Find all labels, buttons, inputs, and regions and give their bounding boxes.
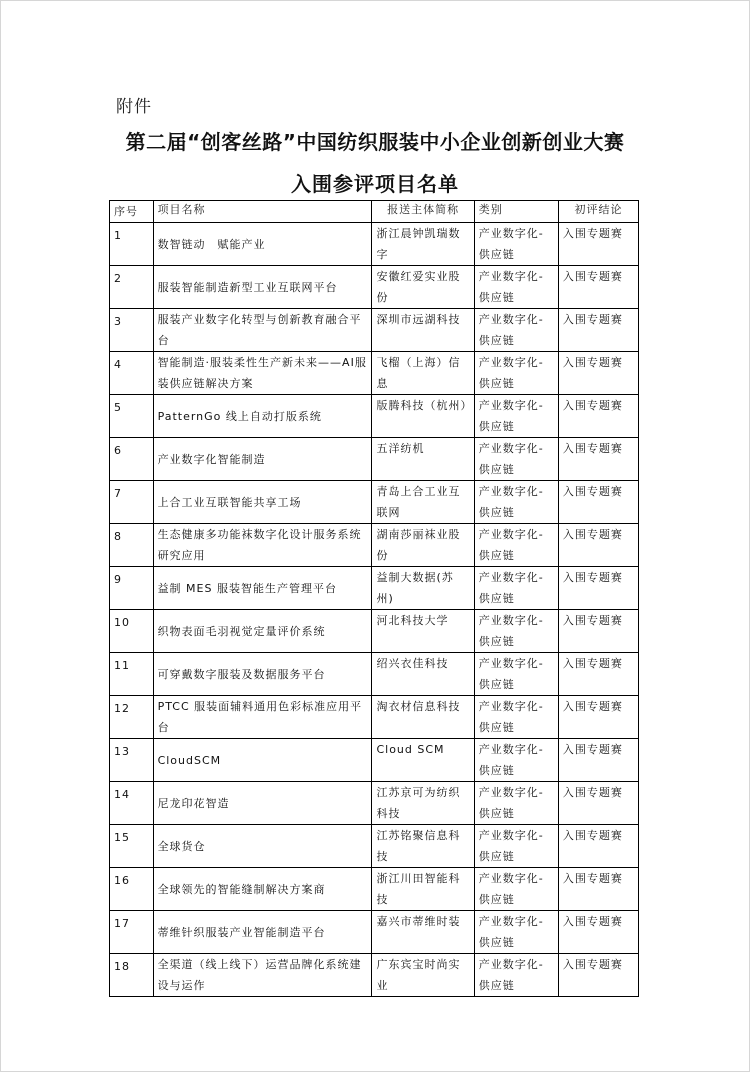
cell-organization: 五洋纺机 <box>372 438 474 481</box>
cell-result: 入围专题赛 <box>558 309 638 352</box>
table-row <box>110 481 639 524</box>
project-name-text: PTCC 服装面辅料通用色彩标准应用平台 <box>157 700 363 734</box>
project-name-text: 全球货仓 <box>157 839 206 853</box>
cell-no: 16 <box>110 868 154 911</box>
table-row <box>110 223 639 266</box>
cell-no: 3 <box>110 309 154 352</box>
table-row <box>110 911 639 954</box>
cell-no: 15 <box>110 825 154 868</box>
cell-project-name <box>153 610 372 653</box>
cell-project-name <box>153 481 372 524</box>
project-name-text: 尼龙印花智造 <box>157 796 230 810</box>
cell-no: 2 <box>110 266 154 309</box>
cell-result: 入围专题赛 <box>558 395 638 438</box>
cell-project-name <box>153 653 372 696</box>
project-name-text: 生态健康多功能袜数字化设计服务系统研究应用 <box>157 528 362 562</box>
cell-project-name <box>153 352 372 395</box>
cell-category: 产业数字化-供应链 <box>474 825 558 868</box>
cell-no: 13 <box>110 739 154 782</box>
cell-category: 产业数字化-供应链 <box>474 610 558 653</box>
table-row <box>110 739 639 782</box>
cell-result: 入围专题赛 <box>558 739 638 782</box>
cell-organization: 版腾科技（杭州） <box>372 395 474 438</box>
cell-result: 入围专题赛 <box>558 481 638 524</box>
cell-no: 6 <box>110 438 154 481</box>
cell-result: 入围专题赛 <box>558 524 638 567</box>
table-row <box>110 954 639 997</box>
cell-organization: 广东宾宝时尚实业 <box>372 954 474 997</box>
project-name-text: CloudSCM <box>157 753 222 767</box>
project-name-text: 服装智能制造新型工业互联网平台 <box>157 280 338 294</box>
table-row <box>110 524 639 567</box>
cell-result: 入围专题赛 <box>558 610 638 653</box>
cell-no: 5 <box>110 395 154 438</box>
cell-no: 4 <box>110 352 154 395</box>
cell-project-name <box>153 223 372 266</box>
cell-organization: 淘衣材信息科技 <box>372 696 474 739</box>
project-name-text: 服装产业数字化转型与创新教育融合平台 <box>157 313 362 347</box>
cell-project-name <box>153 739 372 782</box>
cell-organization: Cloud SCM <box>372 739 474 782</box>
project-name-text: 产业数字化智能制造 <box>157 452 266 466</box>
document-title: 第二届“创客丝路”中国纺织服装中小企业创新创业大赛 <box>125 130 625 154</box>
table-row <box>110 610 639 653</box>
cell-category: 产业数字化-供应链 <box>474 481 558 524</box>
cell-project-name <box>153 567 372 610</box>
cell-project-name <box>153 266 372 309</box>
cell-result: 入围专题赛 <box>558 954 638 997</box>
table-row <box>110 782 639 825</box>
cell-result: 入围专题赛 <box>558 696 638 739</box>
cell-no: 7 <box>110 481 154 524</box>
cell-project-name <box>153 696 372 739</box>
cell-project-name <box>153 309 372 352</box>
table-row <box>110 352 639 395</box>
attachment-label: 附件 <box>116 97 152 117</box>
cell-category: 产业数字化-供应链 <box>474 524 558 567</box>
cell-result: 入围专题赛 <box>558 266 638 309</box>
cell-project-name <box>153 438 372 481</box>
cell-category: 产业数字化-供应链 <box>474 653 558 696</box>
header-organization: 报送主体简称 <box>372 201 474 223</box>
header-category: 类别 <box>474 201 558 223</box>
project-name-text: 智能制造·服装柔性生产新未来——AI服装供应链解决方案 <box>157 356 367 390</box>
cell-project-name <box>153 911 372 954</box>
cell-result: 入围专题赛 <box>558 868 638 911</box>
cell-result: 入围专题赛 <box>558 825 638 868</box>
cell-category: 产业数字化-供应链 <box>474 266 558 309</box>
project-name-text: 数智链动 赋能产业 <box>157 237 266 251</box>
cell-project-name <box>153 825 372 868</box>
cell-category: 产业数字化-供应链 <box>474 223 558 266</box>
cell-category: 产业数字化-供应链 <box>474 567 558 610</box>
project-name-text: PatternGo 线上自动打版系统 <box>157 409 322 423</box>
cell-project-name <box>153 868 372 911</box>
cell-no: 17 <box>110 911 154 954</box>
cell-category: 产业数字化-供应链 <box>474 309 558 352</box>
header-result: 初评结论 <box>558 201 638 223</box>
cell-category: 产业数字化-供应链 <box>474 954 558 997</box>
cell-result: 入围专题赛 <box>558 352 638 395</box>
cell-organization: 河北科技大学 <box>372 610 474 653</box>
cell-organization: 浙江晨钟凯瑞数字 <box>372 223 474 266</box>
cell-project-name <box>153 782 372 825</box>
cell-category: 产业数字化-供应链 <box>474 911 558 954</box>
cell-result: 入围专题赛 <box>558 782 638 825</box>
cell-no: 12 <box>110 696 154 739</box>
cell-category: 产业数字化-供应链 <box>474 352 558 395</box>
cell-organization: 湖南莎丽袜业股份 <box>372 524 474 567</box>
cell-category: 产业数字化-供应链 <box>474 395 558 438</box>
cell-organization: 江苏铭聚信息科技 <box>372 825 474 868</box>
cell-category: 产业数字化-供应链 <box>474 438 558 481</box>
table-row <box>110 309 639 352</box>
project-name-text: 蒂维针织服装产业智能制造平台 <box>157 925 326 939</box>
cell-result: 入围专题赛 <box>558 653 638 696</box>
cell-no: 8 <box>110 524 154 567</box>
cell-organization: 江苏京可为纺织科技 <box>372 782 474 825</box>
project-name-text: 上合工业互联智能共享工场 <box>157 495 302 509</box>
cell-organization: 嘉兴市蒂维时装 <box>372 911 474 954</box>
cell-organization: 飞榴（上海）信息 <box>372 352 474 395</box>
cell-result: 入围专题赛 <box>558 911 638 954</box>
cell-category: 产业数字化-供应链 <box>474 739 558 782</box>
table-row <box>110 825 639 868</box>
table-row <box>110 868 639 911</box>
project-name-text: 全渠道（线上线下）运营品牌化系统建设与运作 <box>157 958 362 992</box>
table-row <box>110 266 639 309</box>
project-name-text: 织物表面毛羽视觉定量评价系统 <box>157 624 326 638</box>
header-project-name: 项目名称 <box>153 201 372 223</box>
table-body <box>110 223 639 997</box>
table-header-row <box>110 201 639 223</box>
cell-category: 产业数字化-供应链 <box>474 868 558 911</box>
table-row <box>110 567 639 610</box>
project-name-text: 益制 MES 服装智能生产管理平台 <box>157 581 337 595</box>
cell-project-name <box>153 395 372 438</box>
table-row <box>110 696 639 739</box>
cell-organization: 安徽红爱实业股份 <box>372 266 474 309</box>
cell-no: 1 <box>110 223 154 266</box>
cell-no: 18 <box>110 954 154 997</box>
cell-project-name <box>153 954 372 997</box>
project-name-text: 全球领先的智能缝制解决方案商 <box>157 882 326 896</box>
cell-project-name <box>153 524 372 567</box>
cell-category: 产业数字化-供应链 <box>474 696 558 739</box>
table-row <box>110 438 639 481</box>
cell-organization: 深圳市远湖科技 <box>372 309 474 352</box>
document-subtitle: 入围参评项目名单 <box>291 172 459 196</box>
header-no: 序号 <box>110 201 154 223</box>
cell-no: 10 <box>110 610 154 653</box>
cell-organization: 益制大数据(苏州) <box>372 567 474 610</box>
cell-organization: 青岛上合工业互联网 <box>372 481 474 524</box>
table-row <box>110 395 639 438</box>
cell-no: 11 <box>110 653 154 696</box>
cell-category: 产业数字化-供应链 <box>474 782 558 825</box>
project-list-table <box>109 200 639 997</box>
cell-result: 入围专题赛 <box>558 438 638 481</box>
table-row <box>110 653 639 696</box>
project-name-text: 可穿戴数字服装及数据服务平台 <box>157 667 326 681</box>
cell-no: 9 <box>110 567 154 610</box>
cell-result: 入围专题赛 <box>558 223 638 266</box>
cell-no: 14 <box>110 782 154 825</box>
cell-organization: 浙江川田智能科技 <box>372 868 474 911</box>
cell-result: 入围专题赛 <box>558 567 638 610</box>
cell-organization: 绍兴衣佳科技 <box>372 653 474 696</box>
